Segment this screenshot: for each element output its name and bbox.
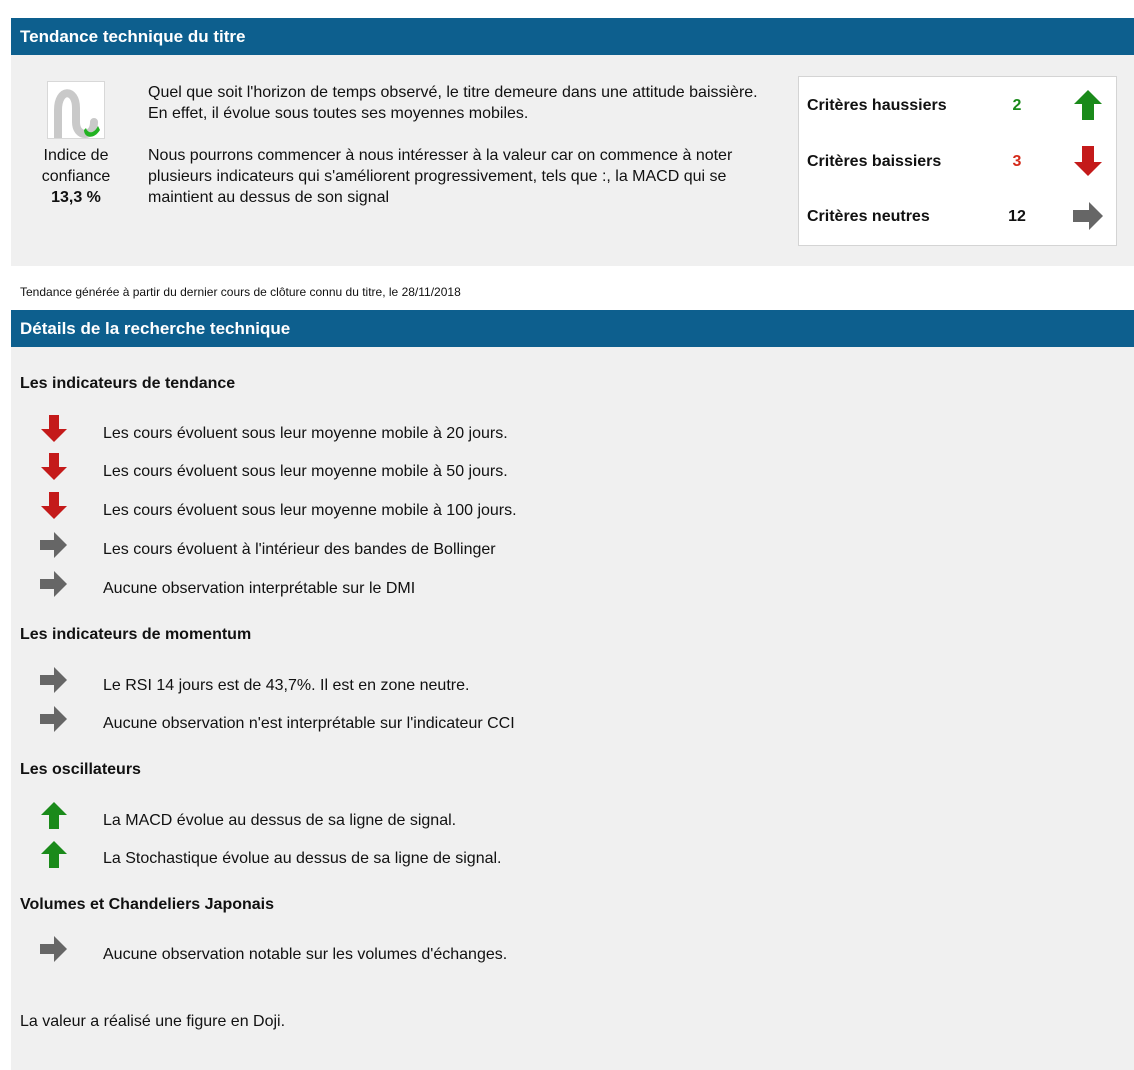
criteria-bullish-count: 2 (1012, 97, 1022, 114)
trend-header-title: Tendance technique du titre (20, 27, 246, 46)
arrow-right-icon (37, 567, 71, 601)
arrow-down-icon (37, 450, 71, 484)
arrow-right-icon (37, 932, 71, 966)
list-item: Aucune observation interprétable sur le DMI (103, 580, 416, 597)
criteria-neutral-count: 12 (1008, 208, 1026, 225)
list-item: Les cours évoluent à l'intérieur des bandes de Bollinger (103, 541, 496, 558)
arrow-up-icon (37, 798, 71, 832)
arrow-right-icon (37, 702, 71, 736)
summary-paragraph-1: Quel que soit l'horizon de temps observé, le titre demeure dans une attitude baissière. En effet, il évolue sous toutes ses moyennes mobiles. (148, 84, 758, 122)
criteria-bearish-count: 3 (1012, 153, 1022, 170)
criteria-bullish-label: Critères haussiers (807, 97, 947, 114)
arrow-right-icon (37, 528, 71, 562)
arrow-up-icon (37, 837, 71, 871)
section-title-momentum: Les indicateurs de momentum (20, 626, 252, 643)
list-item: Les cours évoluent sous leur moyenne mobile à 100 jours. (103, 502, 517, 519)
criteria-bearish-label: Critères baissiers (807, 153, 942, 170)
arrow-up-icon (1071, 88, 1105, 122)
list-item: Aucune observation n'est interprétable sur l'indicateur CCI (103, 715, 515, 732)
list-item: Le RSI 14 jours est de 43,7%. Il est en zone neutre. (103, 677, 470, 694)
criteria-neutral-label: Critères neutres (807, 208, 930, 225)
list-item: La MACD évolue au dessus de sa ligne de signal. (103, 812, 457, 829)
summary-paragraph-2: Nous pourrons commencer à nous intéresser à la valeur car on commence à noter plusieurs indicateurs qui s'améliorent progressivement, tels que :, la MACD qui se maintient au dessus de son signal (148, 147, 733, 206)
arrow-down-icon (1071, 144, 1105, 178)
list-item: La Stochastique évolue au dessus de sa ligne de signal. (103, 850, 502, 867)
confidence-label: Indice de (43, 147, 109, 164)
arrow-right-icon (1071, 199, 1105, 233)
trend-header (11, 18, 1134, 55)
criteria-box (798, 76, 1117, 246)
details-header (11, 310, 1134, 347)
section-title-volumes: Volumes et Chandeliers Japonais (20, 896, 275, 913)
confidence-value: 13,3 % (51, 189, 101, 206)
section-title-oscillators: Les oscillateurs (20, 761, 141, 778)
section-title-trend: Les indicateurs de tendance (20, 375, 236, 392)
confidence-gauge-icon (47, 81, 105, 139)
arrow-right-icon (37, 663, 71, 697)
trend-note: Tendance générée à partir du dernier cours de clôture connu du titre, le 28/11/2018 (20, 285, 461, 299)
list-item: Aucune observation notable sur les volumes d'échanges. (103, 946, 508, 963)
arrow-down-icon (37, 489, 71, 523)
details-header-title: Détails de la recherche technique (20, 319, 291, 338)
list-item: Les cours évoluent sous leur moyenne mobile à 20 jours. (103, 425, 508, 442)
arrow-down-icon (37, 412, 71, 446)
confidence-label-line2: confiance (41, 168, 111, 185)
doji-note: La valeur a réalisé une figure en Doji. (20, 1013, 286, 1030)
list-item: Les cours évoluent sous leur moyenne mobile à 50 jours. (103, 463, 508, 480)
